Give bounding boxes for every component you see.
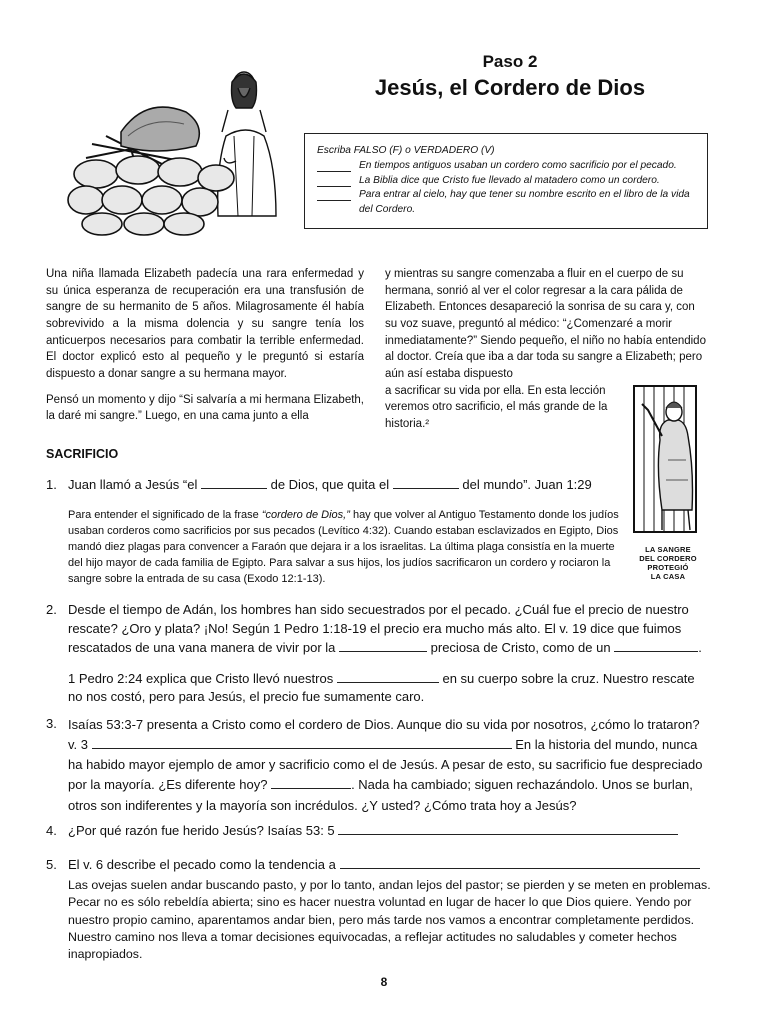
answer-blank[interactable] bbox=[317, 175, 351, 187]
quiz-item bbox=[317, 188, 695, 218]
question-number: 3. bbox=[46, 716, 57, 731]
caption-line: LA CASA bbox=[650, 572, 686, 581]
altar-illustration bbox=[66, 66, 286, 236]
question-text: en su cuerpo sobre la cruz. Nuestro rescate no nos costó, pero para Jesús, el precio fue sumamente caro. bbox=[68, 670, 695, 705]
question-text: de Dios, que quita el bbox=[270, 477, 390, 492]
question-5 bbox=[46, 856, 712, 964]
answer-blank[interactable] bbox=[317, 189, 351, 201]
question-text: En la historia del mundo, nunca ha habido mayor ejemplo de amor y sacrificio como el de Jesús. A pesar de esto, su sacrificio fue despreciado por la mayoría. ¿Es diferente hoy? bbox=[68, 737, 703, 793]
intro-paragraph: a sacrificar su vida por ella. En esta lección veremos otro sacrificio, el más grande de la historia.² bbox=[385, 384, 608, 431]
true-false-box bbox=[304, 133, 708, 229]
question-2-paragraph bbox=[68, 670, 712, 708]
answer-blank[interactable] bbox=[340, 856, 700, 869]
question-text: . bbox=[698, 639, 702, 655]
step-label: Paso 2 bbox=[482, 52, 538, 71]
question-text: . Nada ha cambiado; siguen rechazándolo. Unos se burlan, otros son indiferentes y la mayoría son incrédulos. ¿Y usted? ¿Cómo trata hoy a Jesús? bbox=[68, 777, 693, 813]
note-text: hay que volver al Antiguo Testamento donde los judíos usaban corderos como sacrificios por sus pecados (Levítico 4:32). Cuando estaban esclavizados en Egipto, Dios mandó diez plagas para convencer a Faraón que dejara ir a los israelitas. La última plaga consistía en la muerte del hijo mayor de cada familia de Egipto. Para salvar a sus hijos, los judíos sacrificaron un cordero y rociaron la sangre sobre la entrada de su casa (Exodo 12:1-13). bbox=[68, 509, 619, 585]
caption-line: PROTEGIÓ bbox=[647, 563, 689, 572]
intro-paragraph: y mientras su sangre comenzaba a fluir en el cuerpo de su hermana, sonrió al ver el color regresar a la cara pálida de Elizabeth. Entonces desapareció la sonrisa de su cara y, con su voz suave, preguntó al médico: “¿Comenzaré a morir inmediatamente?” Siendo pequeño, el niño no había entendido al doctor. Creía que iba a dar toda su sangre a Elizabeth; pero aún así estaba dispuesto bbox=[385, 268, 706, 381]
quiz-instruction: Escriba FALSO (F) o VERDADERO (V) bbox=[317, 145, 495, 156]
illustration-caption bbox=[628, 545, 708, 581]
question-2 bbox=[46, 601, 712, 707]
question-text: Juan llamó a Jesús “el bbox=[68, 477, 198, 492]
intro-paragraph: Una niña llamada Elizabeth padecía una rara enfermedad y su única esperanza de recuperación era una transfusión de sangre de su hermanito de 5 años. Milagrosamente él había sobrevivido a la misma dolencia y su sangre tenía los anticuerpos necesarios para combatir la terrible enfermedad. El doctor explicó esto al pequeño y le preguntó si estaría dispuesto a donar sangre a su hermana mayor. bbox=[46, 268, 364, 381]
page-number: 8 bbox=[380, 975, 388, 989]
question-text: Desde el tiempo de Adán, los hombres han sido secuestrados por el pecado. ¿Cuál fue el precio de nuestro rescate? ¿Oro y plata? ¡No! Según 1 Pedro 1:18-19 el precio era mucho más alto. El v. 19 dice que fuimos rescatados de una vana manera de vivir por la bbox=[68, 602, 689, 655]
intro-paragraph: Pensó un momento y dijo “Si salvaría a mi hermana Elizabeth, la daré mi sangre.” Luego, en una cama junto a ella bbox=[46, 393, 364, 423]
question-number: 5. bbox=[46, 857, 57, 872]
question-3 bbox=[46, 715, 712, 816]
question-4 bbox=[46, 822, 712, 841]
question-text: Isaías 53:3-7 presenta a Cristo como el cordero de Dios. Aunque dio su vida por nosotros, ¿cómo lo trataron? v. 3 bbox=[68, 717, 700, 753]
caption-line: LA SANGRE bbox=[645, 545, 691, 554]
answer-blank[interactable] bbox=[393, 476, 459, 489]
caption-line: DEL CORDERO bbox=[639, 554, 697, 563]
question-number: 4. bbox=[46, 823, 57, 838]
question-1-note bbox=[68, 508, 620, 588]
question-number: 1. bbox=[46, 477, 57, 492]
answer-blank[interactable] bbox=[339, 639, 427, 652]
question-text: del mundo”. Juan 1:29 bbox=[462, 477, 592, 492]
quiz-item bbox=[317, 174, 695, 189]
answer-blank[interactable] bbox=[201, 476, 267, 489]
section-heading: SACRIFICIO bbox=[46, 447, 119, 461]
answer-blank[interactable] bbox=[317, 160, 351, 172]
question-text: preciosa de Cristo, como de un bbox=[430, 639, 611, 655]
note-quote: “cordero de Dios,” bbox=[261, 509, 350, 521]
answer-blank[interactable] bbox=[271, 776, 351, 789]
question-number: 2. bbox=[46, 602, 57, 617]
page-title: Jesús, el Cordero de Dios bbox=[374, 75, 646, 100]
intro-left-column bbox=[46, 266, 364, 434]
answer-blank[interactable] bbox=[614, 639, 698, 652]
door-blood-illustration bbox=[628, 380, 702, 536]
answer-blank[interactable] bbox=[338, 822, 678, 835]
question-text: El v. 6 describe el pecado como la tendencia a bbox=[68, 857, 336, 872]
question-1 bbox=[46, 476, 626, 495]
answer-blank[interactable] bbox=[337, 670, 439, 683]
quiz-statement: La Biblia dice que Cristo fue llevado al matadero como un cordero. bbox=[359, 174, 660, 186]
quiz-statement: En tiempos antiguos usaban un cordero como sacrificio por el pecado. bbox=[359, 159, 677, 171]
quiz-item bbox=[317, 159, 695, 174]
question-text: ¿Por qué razón fue herido Jesús? Isaías 53: 5 bbox=[68, 823, 335, 838]
question-text: 1 Pedro 2:24 explica que Cristo llevó nuestros bbox=[68, 670, 334, 686]
answer-blank[interactable] bbox=[92, 736, 512, 749]
quiz-statement: Para entrar al cielo, hay que tener su nombre escrito en el libro de la vida del Cordero. bbox=[359, 189, 690, 216]
note-text: Para entender el significado de la frase bbox=[68, 509, 262, 521]
question-5-paragraph: Las ovejas suelen andar buscando pasto, y por lo tanto, andan lejos del pastor; se pierden y se meten en problemas. Pecar no es sólo rebeldía abierta; sino es hacer nuestra voluntad en lugar de hacer lo que Dios quiere. Yendo por nuestro propio camino, aparentamos andar bien, pero más tarde nos vamos a encontrar completamente perdidos. Nuestro camino nos lleva a tomar decisiones equivocadas, a reflejar actitudes no saludables y cometer hechos inapropiados. bbox=[68, 877, 711, 962]
